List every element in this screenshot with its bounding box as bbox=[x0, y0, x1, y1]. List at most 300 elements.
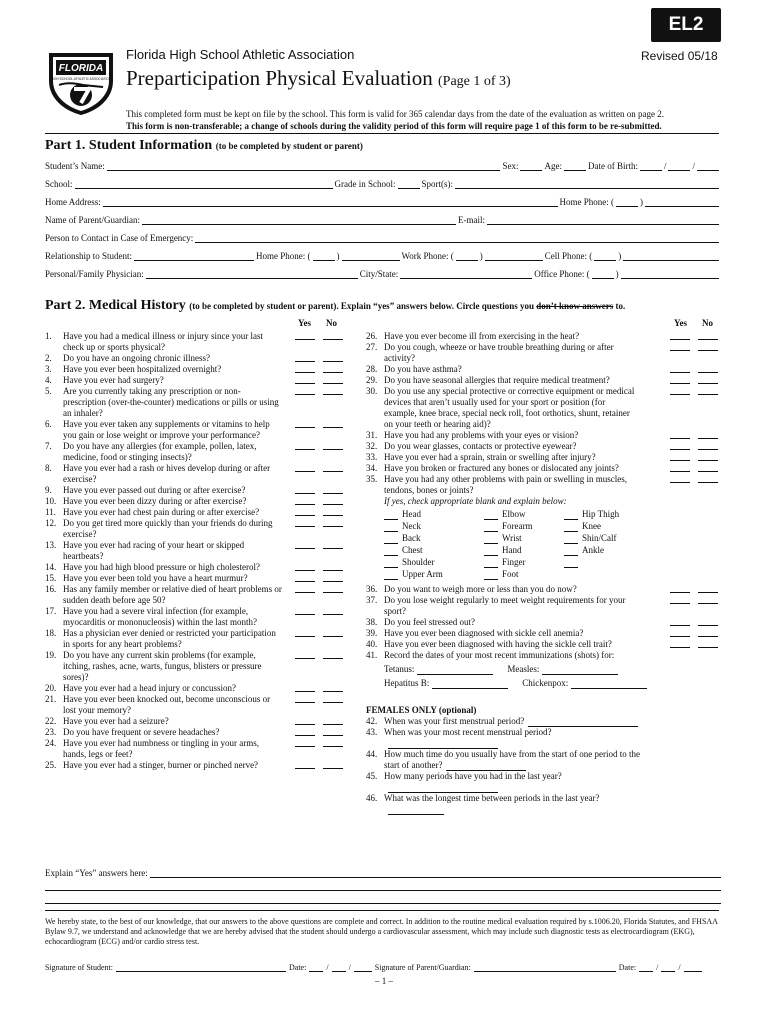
no-blank[interactable] bbox=[698, 331, 718, 340]
yes-blank[interactable] bbox=[295, 364, 315, 373]
yes-blank[interactable] bbox=[295, 353, 315, 362]
body-part-option bbox=[484, 545, 564, 556]
female-question-item bbox=[366, 749, 720, 771]
question-text: Have you ever been hospitalized overnight? bbox=[63, 364, 222, 374]
work-phone-area-field[interactable] bbox=[456, 252, 478, 261]
footer-rule bbox=[45, 910, 719, 911]
header-rule bbox=[45, 133, 719, 134]
yes-blank[interactable] bbox=[295, 463, 315, 472]
school-field[interactable] bbox=[75, 180, 333, 189]
yes-blank[interactable] bbox=[295, 727, 315, 736]
question-number: 10. bbox=[45, 496, 57, 506]
no-blank[interactable] bbox=[698, 452, 718, 461]
signature-row: Signature of Student: Date: / / Signature of Parent/Guardian: Date: / / bbox=[45, 960, 721, 972]
question-item bbox=[366, 364, 720, 375]
body-part-label: Ankle bbox=[582, 545, 604, 555]
yes-blank[interactable] bbox=[295, 584, 315, 593]
question-text: Have you had any other problems with pain or swelling in muscles, tendons, bones or joints? bbox=[384, 474, 627, 495]
question-number: 31. bbox=[366, 430, 378, 440]
logo-subtext: HIGH SCHOOL ATHLETIC ASSOCIATION bbox=[50, 77, 112, 81]
body-part-checkbox[interactable] bbox=[564, 523, 578, 532]
measles-field[interactable] bbox=[542, 666, 618, 675]
question-text: Do you have any allergies (for example, pollen, latex, medicine, food or stinging insects)? bbox=[63, 441, 257, 462]
question-number: 20. bbox=[45, 683, 57, 693]
body-part-label: Neck bbox=[402, 521, 421, 531]
answer-field[interactable] bbox=[446, 762, 526, 771]
immunizations-row-2 bbox=[384, 678, 720, 689]
yes-blank[interactable] bbox=[295, 386, 315, 395]
question-item bbox=[366, 452, 720, 463]
yes-no-blanks bbox=[295, 650, 343, 659]
yes-blank[interactable] bbox=[670, 595, 690, 604]
parent-date-day[interactable] bbox=[661, 964, 675, 972]
yes-blank[interactable] bbox=[295, 573, 315, 582]
yes-blank[interactable] bbox=[295, 441, 315, 450]
question-item bbox=[45, 727, 345, 738]
yes-blank[interactable] bbox=[295, 496, 315, 505]
paren-close: ) bbox=[479, 251, 483, 261]
student-date-year[interactable] bbox=[354, 964, 372, 972]
yes-blank[interactable] bbox=[670, 584, 690, 593]
question-number: 3. bbox=[45, 364, 52, 374]
yes-blank[interactable] bbox=[295, 485, 315, 494]
question-text: Do you have an ongoing chronic illness? bbox=[63, 353, 210, 363]
no-blank[interactable] bbox=[698, 430, 718, 439]
question-number: 37. bbox=[366, 595, 378, 605]
female-question-item bbox=[366, 727, 720, 749]
yes-no-blanks bbox=[295, 628, 343, 637]
city-state-field[interactable] bbox=[400, 270, 532, 279]
question-item bbox=[45, 507, 345, 518]
label-grade: Grade in School: bbox=[334, 179, 396, 189]
yes-no-blanks bbox=[670, 430, 718, 439]
label-sports: Sport(s): bbox=[421, 179, 454, 189]
yes-no-blanks bbox=[295, 738, 343, 747]
no-blank[interactable] bbox=[323, 463, 343, 472]
no-blank[interactable] bbox=[323, 518, 343, 527]
no-blank[interactable] bbox=[323, 419, 343, 428]
question-text: Have you ever been diagnosed with having the sickle cell trait? bbox=[384, 639, 612, 649]
question-number: 1. bbox=[45, 331, 52, 341]
yes-no-blanks bbox=[295, 584, 343, 593]
question-item bbox=[366, 441, 720, 452]
no-blank[interactable] bbox=[698, 342, 718, 351]
no-blank[interactable] bbox=[323, 683, 343, 692]
yes-no-blanks bbox=[670, 474, 718, 483]
home-phone-area-field[interactable] bbox=[616, 198, 638, 207]
explain-field-1[interactable] bbox=[150, 869, 721, 878]
no-blank[interactable] bbox=[323, 441, 343, 450]
body-part-checkbox[interactable] bbox=[384, 535, 398, 544]
answer-field[interactable] bbox=[388, 740, 498, 749]
body-part-checkbox[interactable] bbox=[564, 547, 578, 556]
question-text: Do you wear glasses, contacts or protective eyewear? bbox=[384, 441, 577, 451]
question-item bbox=[45, 694, 345, 716]
label-home-phone: Home Phone: ( bbox=[559, 197, 614, 207]
question-text: Have you ever been diagnosed with sickle cell anemia? bbox=[384, 628, 584, 638]
body-part-checkbox[interactable] bbox=[484, 511, 498, 520]
yes-blank[interactable] bbox=[295, 540, 315, 549]
question-item bbox=[45, 584, 345, 606]
no-blank[interactable] bbox=[323, 353, 343, 362]
answer-field[interactable] bbox=[388, 806, 444, 815]
paren-close: ) bbox=[640, 197, 643, 207]
question-item bbox=[45, 485, 345, 496]
yes-blank[interactable] bbox=[295, 606, 315, 615]
cell-phone-area-field[interactable] bbox=[594, 252, 616, 261]
yes-no-blanks bbox=[295, 727, 343, 736]
question-text: Have you ever had a rash or hives develop during or after exercise? bbox=[63, 463, 271, 484]
body-part-checkbox[interactable] bbox=[384, 547, 398, 556]
no-blank[interactable] bbox=[323, 386, 343, 395]
work-phone-field[interactable] bbox=[485, 252, 543, 261]
yes-blank[interactable] bbox=[295, 760, 315, 769]
body-part-label: Hip Thigh bbox=[582, 509, 620, 519]
question-text: Have you ever had surgery? bbox=[63, 375, 164, 385]
no-blank[interactable] bbox=[698, 386, 718, 395]
explain-field-3[interactable] bbox=[45, 891, 721, 904]
parent-signature-field[interactable] bbox=[474, 964, 616, 972]
no-blank[interactable] bbox=[323, 331, 343, 340]
question-item bbox=[45, 518, 345, 540]
yes-blank[interactable] bbox=[670, 331, 690, 340]
yes-header-left: Yes bbox=[298, 318, 311, 328]
body-part-label: Foot bbox=[502, 569, 519, 579]
paren-close: ) bbox=[618, 251, 622, 261]
body-part-option bbox=[384, 545, 484, 556]
question-item bbox=[45, 353, 345, 364]
body-part-option bbox=[484, 569, 564, 580]
body-part-option bbox=[384, 521, 484, 532]
explain-section bbox=[45, 866, 721, 904]
row-student-name bbox=[45, 159, 721, 171]
no-blank[interactable] bbox=[323, 628, 343, 637]
no-blank[interactable] bbox=[323, 375, 343, 384]
question-number: 42. bbox=[366, 716, 378, 726]
yes-blank[interactable] bbox=[295, 716, 315, 725]
title-main: Preparticipation Physical Evaluation bbox=[126, 66, 433, 90]
body-parts-grid bbox=[384, 509, 720, 580]
question-text: Do you want to weigh more or less than you do now? bbox=[384, 584, 577, 594]
student-date-month[interactable] bbox=[309, 964, 323, 972]
intro-text bbox=[126, 108, 726, 132]
question-text: Do you have asthma? bbox=[384, 364, 462, 374]
no-header-left: No bbox=[326, 318, 337, 328]
yes-no-blanks bbox=[295, 540, 343, 549]
physician-field[interactable] bbox=[146, 270, 358, 279]
question-number: 9. bbox=[45, 485, 52, 495]
no-blank[interactable] bbox=[323, 562, 343, 571]
no-blank[interactable] bbox=[323, 694, 343, 703]
no-blank[interactable] bbox=[698, 474, 718, 483]
explain-field-2[interactable] bbox=[45, 878, 721, 891]
label-relationship: Relationship to Student: bbox=[45, 251, 132, 261]
yes-no-blanks bbox=[670, 463, 718, 472]
age-field[interactable] bbox=[564, 162, 586, 171]
question-item bbox=[45, 628, 345, 650]
body-part-label: Shoulder bbox=[402, 557, 435, 567]
dob-slash: / bbox=[692, 161, 695, 171]
no-blank[interactable] bbox=[698, 639, 718, 648]
question-text: Have you ever had chest pain during or after exercise? bbox=[63, 507, 260, 517]
question-text: Have you ever been dizzy during or after exercise? bbox=[63, 496, 247, 506]
body-part-checkbox[interactable] bbox=[384, 559, 398, 568]
body-part-checkbox[interactable] bbox=[384, 523, 398, 532]
no-blank[interactable] bbox=[698, 595, 718, 604]
yes-blank[interactable] bbox=[295, 683, 315, 692]
yes-blank[interactable] bbox=[670, 617, 690, 626]
email-field[interactable] bbox=[487, 216, 719, 225]
no-blank[interactable] bbox=[698, 441, 718, 450]
yes-blank[interactable] bbox=[295, 331, 315, 340]
question-text: Do you cough, wheeze or have trouble breathing during or after activity? bbox=[384, 342, 614, 363]
body-part-option bbox=[484, 509, 564, 520]
no-blank[interactable] bbox=[323, 485, 343, 494]
parent-date-year[interactable] bbox=[684, 964, 702, 972]
label-age: Age: bbox=[544, 161, 562, 171]
yes-no-blanks bbox=[295, 694, 343, 703]
yes-no-blanks bbox=[295, 353, 343, 362]
question-number: 22. bbox=[45, 716, 57, 726]
question-text: Do you have any current skin problems (for example, itching, rashes, acne, warts, fungus, blisters or pressure sores)? bbox=[63, 650, 262, 682]
yes-blank[interactable] bbox=[295, 375, 315, 384]
label-sex: Sex: bbox=[502, 161, 519, 171]
yes-no-blanks bbox=[670, 584, 718, 593]
body-part-label: Chest bbox=[402, 545, 423, 555]
question-number: 6. bbox=[45, 419, 52, 429]
question-item bbox=[366, 463, 720, 474]
label-city-state: City/State: bbox=[359, 269, 399, 279]
sex-field[interactable] bbox=[520, 162, 542, 171]
yes-blank[interactable] bbox=[670, 474, 690, 483]
page-title bbox=[126, 66, 511, 91]
grade-field[interactable] bbox=[398, 180, 420, 189]
no-blank[interactable] bbox=[323, 584, 343, 593]
body-part-checkbox[interactable] bbox=[484, 547, 498, 556]
yes-blank[interactable] bbox=[295, 419, 315, 428]
dob-year-field[interactable] bbox=[697, 162, 719, 171]
label-hepatitis: Hepatitus B: bbox=[384, 678, 430, 688]
yes-no-blanks bbox=[295, 441, 343, 450]
paren-close: ) bbox=[615, 269, 619, 279]
yes-no-blanks bbox=[670, 342, 718, 351]
question-text: Has a physician ever denied or restricted your participation in sports for any heart problems? bbox=[63, 628, 276, 649]
body-part-checkbox[interactable] bbox=[564, 559, 578, 568]
question-item bbox=[366, 331, 720, 342]
no-blank[interactable] bbox=[698, 617, 718, 626]
body-part-checkbox[interactable] bbox=[564, 511, 578, 520]
question-item bbox=[366, 639, 720, 650]
home-phone-field[interactable] bbox=[645, 198, 719, 207]
yes-blank[interactable] bbox=[295, 650, 315, 659]
yes-blank[interactable] bbox=[295, 694, 315, 703]
yes-blank[interactable] bbox=[295, 507, 315, 516]
yes-blank[interactable] bbox=[670, 364, 690, 373]
no-blank[interactable] bbox=[698, 375, 718, 384]
females-only-title: FEMALES ONLY (optional) bbox=[366, 705, 477, 715]
question-text: Do you have seasonal allergies that require medical treatment? bbox=[384, 375, 610, 385]
no-blank[interactable] bbox=[323, 716, 343, 725]
question-item bbox=[45, 760, 345, 771]
question-number: 12. bbox=[45, 518, 57, 528]
sports-field[interactable] bbox=[455, 180, 719, 189]
question-number: 21. bbox=[45, 694, 57, 704]
yes-no-blanks bbox=[670, 375, 718, 384]
body-part-checkbox[interactable] bbox=[484, 523, 498, 532]
dob-day-field[interactable] bbox=[668, 162, 690, 171]
yes-blank[interactable] bbox=[295, 518, 315, 527]
revised-date: Revised 05/18 bbox=[641, 49, 718, 63]
yes-no-blanks bbox=[670, 628, 718, 637]
no-blank[interactable] bbox=[323, 496, 343, 505]
emergency-contact-field[interactable] bbox=[195, 234, 719, 243]
yes-blank[interactable] bbox=[670, 452, 690, 461]
yes-no-blanks bbox=[670, 386, 718, 395]
yes-blank[interactable] bbox=[670, 639, 690, 648]
no-blank[interactable] bbox=[323, 606, 343, 615]
label-chickenpox: Chickenpox: bbox=[522, 678, 569, 688]
yes-no-blanks bbox=[670, 617, 718, 626]
question-item bbox=[45, 419, 345, 441]
label-email: E-mail: bbox=[457, 215, 485, 225]
question-item bbox=[45, 716, 345, 727]
label-tetanus: Tetanus: bbox=[384, 664, 415, 674]
yes-blank[interactable] bbox=[670, 386, 690, 395]
student-name-field[interactable] bbox=[107, 162, 501, 171]
no-blank[interactable] bbox=[323, 540, 343, 549]
question-item bbox=[366, 342, 720, 364]
yes-blank[interactable] bbox=[670, 430, 690, 439]
question-number: 27. bbox=[366, 342, 378, 352]
question-text: Do you feel stressed out? bbox=[384, 617, 475, 627]
yes-no-blanks bbox=[295, 386, 343, 395]
question-item bbox=[45, 650, 345, 683]
home-phone-2-area-field[interactable] bbox=[313, 252, 335, 261]
question-number: 19. bbox=[45, 650, 57, 660]
no-blank[interactable] bbox=[323, 507, 343, 516]
yes-blank[interactable] bbox=[670, 628, 690, 637]
body-part-label: Forearm bbox=[502, 521, 533, 531]
body-part-label: Shin/Calf bbox=[582, 533, 617, 543]
label-parent: Name of Parent/Guardian: bbox=[45, 215, 140, 225]
no-blank[interactable] bbox=[323, 650, 343, 659]
yes-blank[interactable] bbox=[295, 738, 315, 747]
body-part-checkbox[interactable] bbox=[484, 559, 498, 568]
cell-phone-field[interactable] bbox=[623, 252, 719, 261]
question-text: Have you ever had racing of your heart or skipped heartbeats? bbox=[63, 540, 245, 561]
yes-no-blanks bbox=[295, 760, 343, 769]
no-blank[interactable] bbox=[323, 573, 343, 582]
yes-blank[interactable] bbox=[670, 375, 690, 384]
body-part-option bbox=[564, 545, 654, 556]
question-text: Have you had a medical illness or injury since your last check up or sports physical? bbox=[63, 331, 263, 352]
question-number: 11. bbox=[45, 507, 56, 517]
question-text: Do you get tired more quickly than your friends do during exercise? bbox=[63, 518, 273, 539]
body-part-label: Hand bbox=[502, 545, 522, 555]
question-item bbox=[366, 375, 720, 386]
question-text: Do you have frequent or severe headaches? bbox=[63, 727, 220, 737]
question-text: Do you use any special protective or corrective equipment or medical devices that aren’t usually used for your sport or position (for example, knee brace, special neck roll, foot orthotics, shunt, retainer on your teeth or hearing aid)? bbox=[384, 386, 635, 429]
row-parent bbox=[45, 213, 721, 225]
body-part-checkbox[interactable] bbox=[484, 571, 498, 580]
answer-field[interactable] bbox=[528, 718, 638, 727]
yes-blank[interactable] bbox=[295, 562, 315, 571]
question-number: 29. bbox=[366, 375, 378, 385]
yes-no-blanks bbox=[670, 441, 718, 450]
body-part-checkbox[interactable] bbox=[564, 535, 578, 544]
questions-right-column bbox=[366, 331, 720, 815]
tetanus-field[interactable] bbox=[417, 666, 493, 675]
question-number: 46. bbox=[366, 793, 378, 803]
yes-no-blanks bbox=[295, 606, 343, 615]
label-date-parent: Date: bbox=[618, 963, 637, 972]
part2-note: (to be completed by student or parent). Explain “yes” answers below. Circle questions you don’t know answers to. bbox=[189, 301, 626, 311]
body-part-checkbox[interactable] bbox=[484, 535, 498, 544]
yes-no-blanks bbox=[295, 496, 343, 505]
student-signature-field[interactable] bbox=[116, 964, 286, 972]
question-item bbox=[45, 683, 345, 694]
office-phone-area-field[interactable] bbox=[592, 270, 614, 279]
question-text: Do you lose weight regularly to meet weight requirements for your sport? bbox=[384, 595, 626, 616]
yes-no-blanks bbox=[295, 419, 343, 428]
body-part-option bbox=[384, 557, 484, 568]
office-phone-field[interactable] bbox=[621, 270, 719, 279]
question-item bbox=[45, 386, 345, 419]
organization-name: Florida High School Athletic Association bbox=[126, 47, 355, 62]
student-date-day[interactable] bbox=[332, 964, 346, 972]
parent-date-month[interactable] bbox=[639, 964, 653, 972]
home-phone-2-field[interactable] bbox=[342, 252, 400, 261]
no-blank[interactable] bbox=[323, 738, 343, 747]
home-address-field[interactable] bbox=[103, 198, 558, 207]
body-part-label: Elbow bbox=[502, 509, 526, 519]
no-blank[interactable] bbox=[323, 727, 343, 736]
female-question-item bbox=[366, 716, 720, 727]
question-item bbox=[45, 573, 345, 584]
part2-heading bbox=[45, 298, 625, 314]
question-text: Has any family member or relative died of heart problems or sudden death before age 50? bbox=[63, 584, 282, 605]
no-blank[interactable] bbox=[698, 463, 718, 472]
no-blank[interactable] bbox=[323, 364, 343, 373]
parent-field[interactable] bbox=[142, 216, 456, 225]
question-item bbox=[45, 606, 345, 628]
answer-field[interactable] bbox=[388, 784, 498, 793]
yes-blank[interactable] bbox=[670, 342, 690, 351]
yes-blank[interactable] bbox=[295, 628, 315, 637]
no-header-right: No bbox=[702, 318, 713, 328]
body-part-option bbox=[384, 509, 484, 520]
yes-no-blanks bbox=[295, 507, 343, 516]
hepatitis-field[interactable] bbox=[432, 680, 508, 689]
intro-line-1: This completed form must be kept on file by the school. This form is valid for 365 calendar days from the date of the evaluation as written on page 2. bbox=[126, 109, 664, 119]
body-part-checkbox[interactable] bbox=[384, 571, 398, 580]
relationship-field[interactable] bbox=[134, 252, 254, 261]
yes-blank[interactable] bbox=[670, 463, 690, 472]
question-number: 14. bbox=[45, 562, 57, 572]
no-blank[interactable] bbox=[698, 364, 718, 373]
body-part-checkbox[interactable] bbox=[384, 511, 398, 520]
dob-month-field[interactable] bbox=[640, 162, 662, 171]
yes-no-blanks bbox=[295, 683, 343, 692]
chickenpox-field[interactable] bbox=[571, 680, 647, 689]
page-number: – 1 – bbox=[375, 976, 393, 986]
question-item bbox=[45, 364, 345, 375]
label-physician: Personal/Family Physician: bbox=[45, 269, 144, 279]
yes-blank[interactable] bbox=[670, 441, 690, 450]
no-blank[interactable] bbox=[698, 628, 718, 637]
no-blank[interactable] bbox=[698, 584, 718, 593]
no-blank[interactable] bbox=[323, 760, 343, 769]
